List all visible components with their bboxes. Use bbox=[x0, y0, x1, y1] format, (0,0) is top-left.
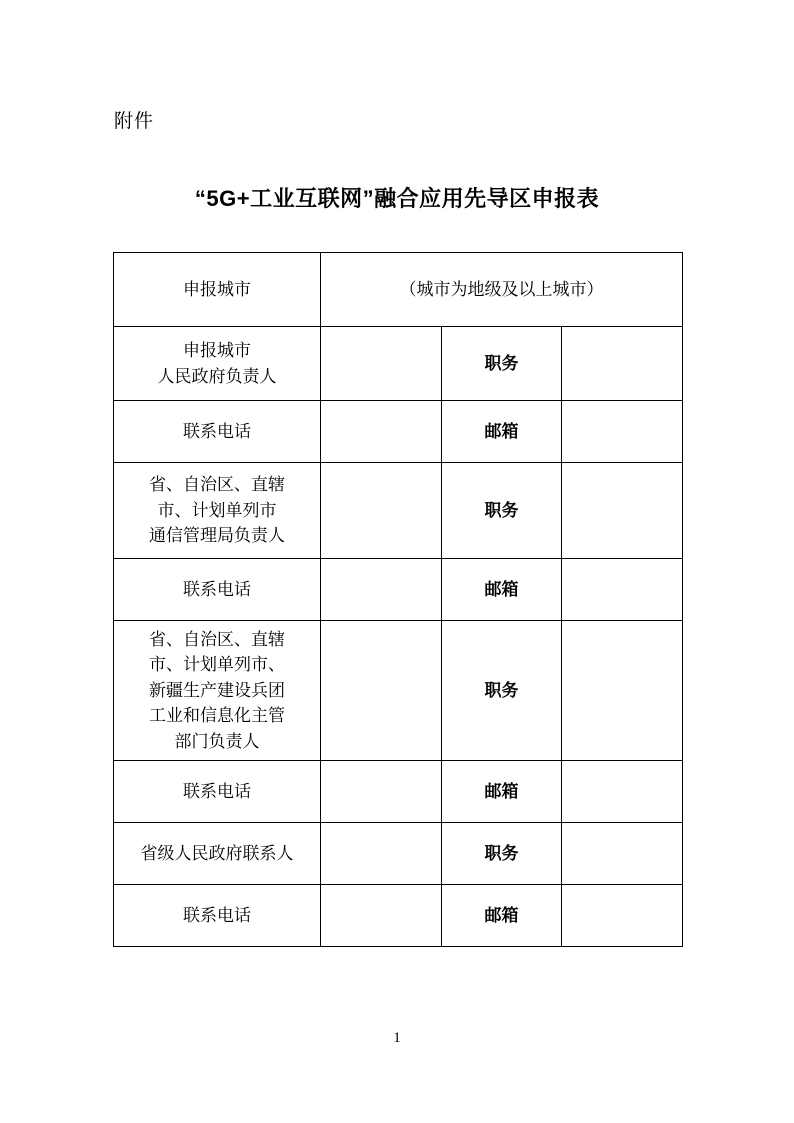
row-label-phone-1: 联系电话 bbox=[114, 401, 321, 463]
label-line: 省、自治区、直辖 bbox=[149, 629, 285, 649]
table-row bbox=[114, 761, 683, 823]
field-email-4[interactable] bbox=[562, 885, 683, 947]
field-miit-dept-leader-name[interactable] bbox=[321, 621, 442, 761]
row-label-city-gov-leader bbox=[114, 327, 321, 401]
table-row bbox=[114, 401, 683, 463]
field-miit-dept-leader-position[interactable] bbox=[562, 621, 683, 761]
field-city-gov-leader-name[interactable] bbox=[321, 327, 442, 401]
sub-label-position-3: 职务 bbox=[441, 621, 562, 761]
table-row bbox=[114, 253, 683, 327]
field-email-2[interactable] bbox=[562, 559, 683, 621]
table-row bbox=[114, 621, 683, 761]
sub-label-email-4: 邮箱 bbox=[441, 885, 562, 947]
row-label-phone-4: 联系电话 bbox=[114, 885, 321, 947]
field-phone-4[interactable] bbox=[321, 885, 442, 947]
label-line: 市、计划单列市 bbox=[157, 500, 277, 520]
label-line: 申报城市 bbox=[183, 341, 251, 360]
row-label-provincial-contact: 省级人民政府联系人 bbox=[114, 823, 321, 885]
row-value-city-note: （城市为地级及以上城市） bbox=[321, 253, 683, 327]
label-line: 工业和信息化主管 bbox=[149, 706, 285, 726]
table-row bbox=[114, 823, 683, 885]
table-row bbox=[114, 559, 683, 621]
field-email-3[interactable] bbox=[562, 761, 683, 823]
label-line: 通信管理局负责人 bbox=[149, 526, 285, 546]
sub-label-position-2: 职务 bbox=[441, 463, 562, 559]
sub-label-position-4: 职务 bbox=[441, 823, 562, 885]
table-row bbox=[114, 463, 683, 559]
label-line: 省、自治区、直辖 bbox=[149, 475, 285, 495]
field-phone-1[interactable] bbox=[321, 401, 442, 463]
field-phone-2[interactable] bbox=[321, 559, 442, 621]
field-provincial-contact-name[interactable] bbox=[321, 823, 442, 885]
label-line: 新疆生产建设兵团 bbox=[149, 680, 285, 700]
sub-label-position: 职务 bbox=[441, 327, 562, 401]
row-label-city: 申报城市 bbox=[114, 253, 321, 327]
label-line: 市、计划单列市、 bbox=[149, 655, 285, 675]
page-title: “5G+工业互联网”融合应用先导区申报表 bbox=[194, 186, 600, 211]
row-label-phone-2: 联系电话 bbox=[114, 559, 321, 621]
sub-label-email-1: 邮箱 bbox=[441, 401, 562, 463]
row-label-miit-dept-leader bbox=[114, 621, 321, 761]
page-number: 1 bbox=[393, 1030, 401, 1046]
label-line: 部门负责人 bbox=[174, 731, 260, 751]
table-row bbox=[114, 327, 683, 401]
field-provincial-contact-position[interactable] bbox=[562, 823, 683, 885]
sub-label-email-2: 邮箱 bbox=[441, 559, 562, 621]
sub-label-email-3: 邮箱 bbox=[441, 761, 562, 823]
field-comms-admin-leader-position[interactable] bbox=[562, 463, 683, 559]
table-row bbox=[114, 885, 683, 947]
field-city-gov-leader-position[interactable] bbox=[562, 327, 683, 401]
field-email-1[interactable] bbox=[562, 401, 683, 463]
row-label-comms-admin-leader bbox=[114, 463, 321, 559]
field-phone-3[interactable] bbox=[321, 761, 442, 823]
attachment-label: 附件 bbox=[114, 111, 155, 132]
label-line: 人民政府负责人 bbox=[157, 366, 277, 386]
application-form-table bbox=[113, 252, 683, 947]
field-comms-admin-leader-name[interactable] bbox=[321, 463, 442, 559]
row-label-phone-3: 联系电话 bbox=[114, 761, 321, 823]
